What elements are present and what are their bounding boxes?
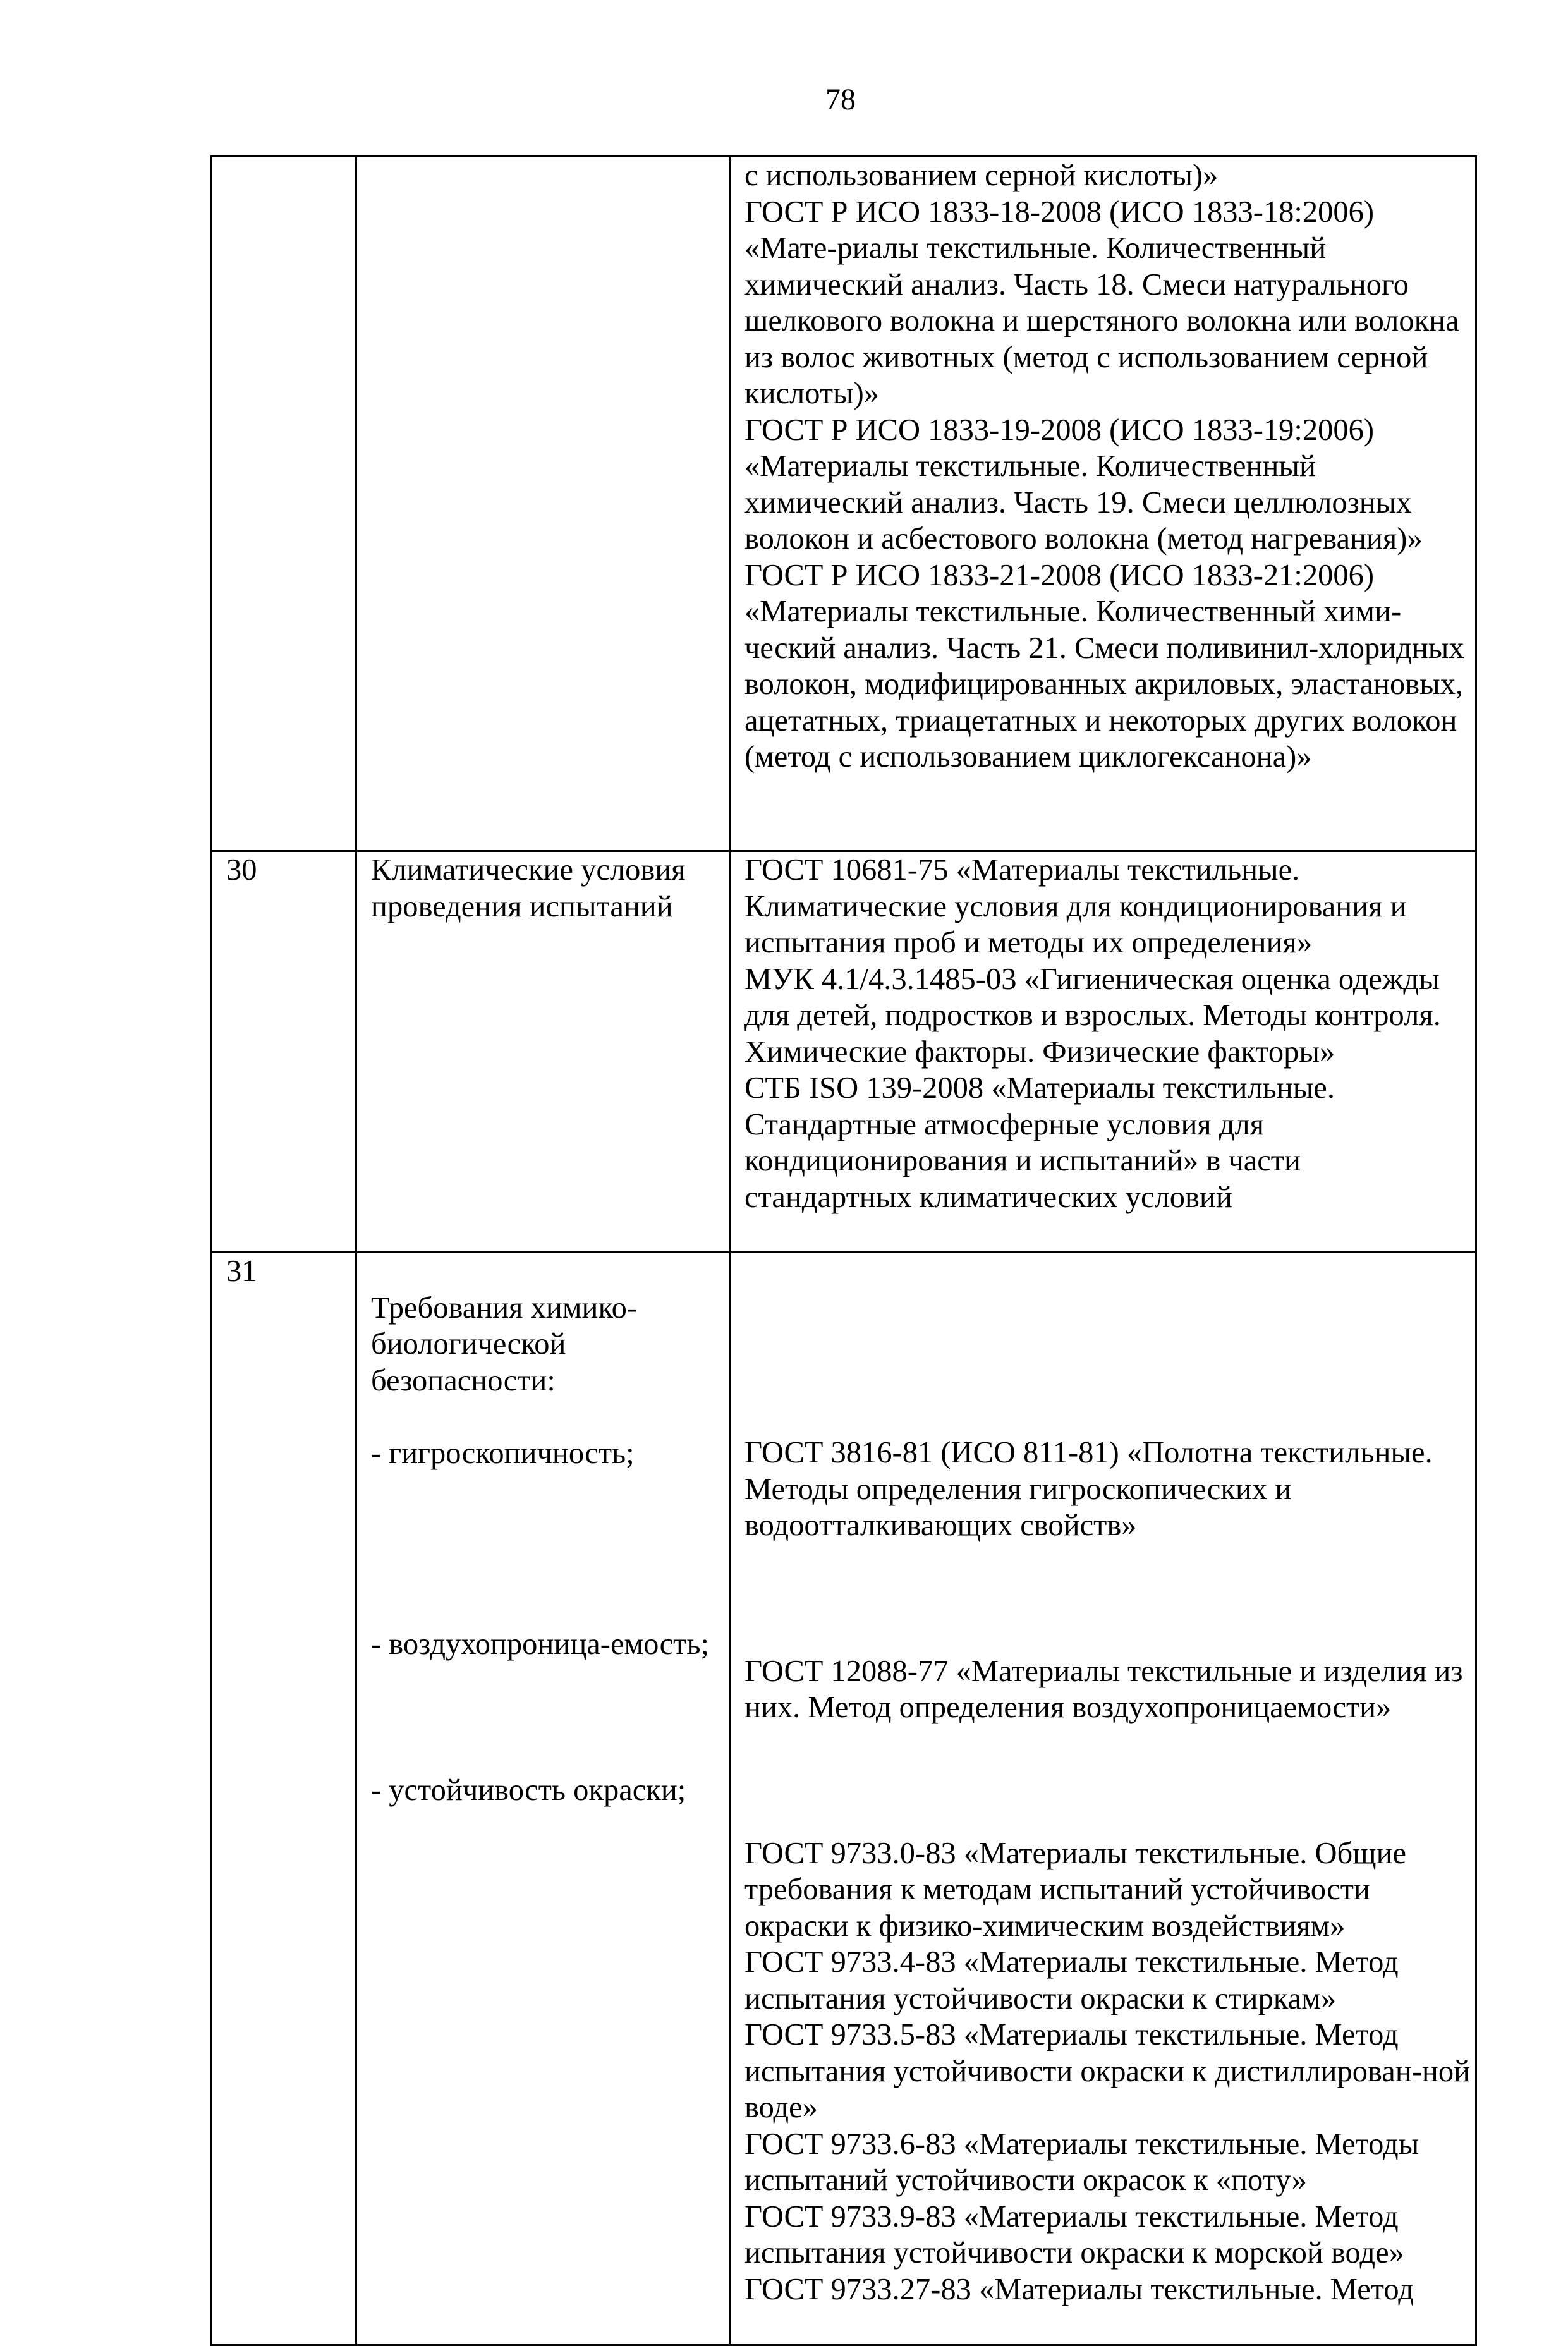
standards-cell: ГОСТ 10681-75 «Материалы текстильные. Климатические условия для кондиционирования и испытания проб и методы их определения» МУК 4.1/4.3.1485-03 «Гигиеническая оценка одежды для детей, подростков и взрослых. Методы контроля. Химические факторы. Физические факторы» СТБ ISO 139-2008 «Материалы текстильные. Стандартные атмосферные условия для кондиционирования и испытаний» в части стандартных климатических условий (730, 851, 1476, 1253)
requirement-item-color-fastness: - устойчивость окраски; (371, 1773, 686, 1807)
standard-hygroscopicity: ГОСТ 3816-81 (ИСО 811-81) «Полотна текстильные. Методы определения гигроскопических и водоотталкивающих свойств» (744, 1436, 1433, 1542)
row-number-cell: 30 (212, 851, 356, 1253)
standards-cell: с использованием серной кислоты)» ГОСТ Р ИСО 1833-18-2008 (ИСО 1833-18:2006) «Мате-риалы текстильные. Количественный химический анализ. Часть 18. Смеси натурального шелкового волокна и шерстяного волокна или волокна из волос животных (метод с использованием серной кислоты)» ГОСТ Р ИСО 1833-19-2008 (ИСО 1833-19:2006) «Материалы текстильные. Количественный химический анализ. Часть 19. Смеси целлюлозных волокон и асбестового волокна (метод нагревания)» ГОСТ Р ИСО 1833-21-2008 (ИСО 1833-21:2006) «Материалы текстильные. Количественный хими-ческий анализ. Часть 21. Смеси поливинил-хлоридных волокон, модифицированных акриловых, эластановых, ацетатных, триацетатных и некоторых других волокон (метод с использованием циклогексанона)» (730, 157, 1476, 851)
spacer (744, 1580, 1471, 1617)
spacer (744, 1290, 1471, 1399)
spacer (371, 1699, 725, 1735)
table-row-continuation (212, 157, 1476, 851)
requirement-item-air-permeability: - воздухопроница-емость; (371, 1627, 709, 1661)
standard-air-permeability: ГОСТ 12088-77 «Материалы текстильные и изделия из них. Метод определения воздухопроницаемости» (744, 1654, 1463, 1724)
requirement-cell: Климатические условия проведения испытаний (356, 851, 730, 1253)
standards-table (210, 155, 1477, 2346)
standard-color-fastness: ГОСТ 9733.0-83 «Материалы текстильные. Общие требования к методам испытаний устойчивости окраски к физико-химическим воздействиям» ГОСТ 9733.4-83 «Материалы текстильные. Метод испытания устойчивости окраски к стиркам» ГОСТ 9733.5-83 «Материалы текстильные. Метод испытания устойчивости окраски к дистиллирован-ной воде» ГОСТ 9733.6-83 «Материалы текстильные. Методы испытаний устойчивости окрасок к «поту» ГОСТ 9733.9-83 «Материалы текстильные. Метод испытания устойчивости окраски к морской воде» ГОСТ 9733.27-83 «Материалы текстильные. Метод (744, 1836, 1471, 2306)
table-row-31 (212, 1253, 1476, 2345)
standards-cell (730, 1253, 1476, 2345)
requirement-item-hygroscopicity: - гигроскопичность; (371, 1436, 635, 1470)
spacer (371, 1508, 725, 1590)
requirement-heading: Требования химико-биологической безопасности: (371, 1291, 637, 1397)
row-number-cell (212, 157, 356, 851)
page-number: 78 (825, 83, 856, 116)
spacer (744, 1762, 1471, 1799)
row-number-cell: 31 (212, 1253, 356, 2345)
requirement-cell (356, 157, 730, 851)
requirement-cell (356, 1253, 730, 2345)
table-row-30 (212, 851, 1476, 1253)
